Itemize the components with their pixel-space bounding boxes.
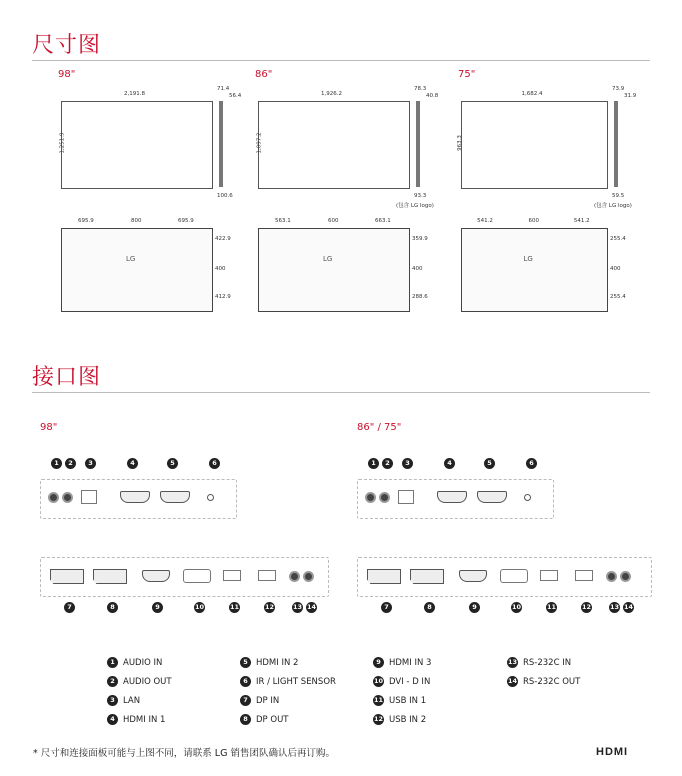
legend-number: 14 [507,677,518,685]
legend-number: 13 [507,658,518,666]
rear-view [258,228,410,312]
width-dimension: 1,926.2 [321,91,342,97]
side-view [614,101,618,187]
dimension-model-label: 86" [255,69,273,80]
usb-in-1-port[interactable] [223,570,241,581]
depth-top2: 31.9 [624,93,637,99]
legend-number: 5 [240,657,251,668]
rs232c-out-port[interactable] [620,571,631,582]
legend-number: 1 [107,657,118,668]
vesa-v2: 400 [412,266,423,272]
vesa-left: 541.2 [477,218,493,224]
port-number-2: 2 [382,458,393,469]
legend-item-9 [373,657,431,668]
ports-title: 接口图 [32,365,102,390]
front-view [61,101,213,189]
legend-item-14 [507,676,580,687]
vesa-v2: 400 [215,266,226,272]
legend-number: 8 [240,714,251,725]
height-dimension: 1,097.2 [256,132,263,154]
port-model-label-98: 98" [40,422,58,433]
depth-top: 78.3 [414,86,427,92]
depth-bottom: 100.6 [217,193,233,199]
port-number-6: 6 [526,458,537,469]
audio-in-port[interactable] [365,492,376,503]
port-number-7: 7 [64,602,75,613]
port-number-1: 1 [51,458,62,469]
dimension-model-label: 98" [58,69,76,80]
rear-view [61,228,213,312]
legend-label: AUDIO OUT [123,676,172,687]
depth-top2: 56.4 [229,93,242,99]
legend-label: HDMI IN 3 [389,657,432,668]
legend-label: AUDIO IN [123,657,163,668]
legend-number: 4 [107,714,118,725]
legend-item-1 [107,657,162,668]
dp-out-port[interactable] [93,569,127,584]
rear-view [461,228,608,312]
legend-number: 9 [373,657,384,668]
rs232c-out-port[interactable] [303,571,314,582]
port-number-3: 3 [402,458,413,469]
port-number-5: 5 [484,458,495,469]
port-number-14: 14 [623,603,634,611]
port-number-1: 1 [368,458,379,469]
hdmi-in-3-port[interactable] [142,570,170,582]
legend-label: RS-232C OUT [523,676,581,687]
width-dimension: 2,191.8 [124,91,145,97]
vesa-mid: 600 [328,218,339,224]
legend-label: DP IN [256,695,280,706]
port-number-13: 13 [292,603,303,611]
vesa-v2: 400 [610,266,621,272]
vesa-right: 541.2 [573,218,590,224]
rear-logo: LG [523,255,533,263]
dp-in-port[interactable] [50,569,84,584]
ir-sensor [207,494,214,501]
port-number-14: 14 [306,603,317,611]
vesa-right: 663.1 [375,218,391,224]
dimensions-title: 尺寸图 [32,33,102,58]
legend-number: 7 [240,695,251,706]
port-number-8: 8 [424,602,435,613]
hdmi-in-2-port[interactable] [477,491,507,503]
port-number-2: 2 [65,458,76,469]
depth-top: 73.9 [612,86,625,92]
side-view [219,101,223,187]
legend-label: HDMI IN 1 [123,714,166,725]
legend-number: 3 [107,695,118,706]
ir-sensor [524,494,531,501]
vesa-left: 695.9 [78,218,94,224]
dp-in-port[interactable] [367,569,401,584]
port-number-11: 11 [229,603,240,611]
legend-item-3 [107,695,140,706]
depth-bottom: 93.3 [414,193,427,199]
logo-note: (包含 LG logo) [594,203,632,209]
audio-out-port[interactable] [379,492,390,503]
height-dimension: 963.3 [456,135,463,151]
port-number-12: 12 [264,603,275,611]
legend-item-2 [107,676,172,687]
port-number-7: 7 [381,602,392,613]
rear-logo: LG [323,255,333,263]
legend-label: DVI - D IN [389,676,431,687]
legend-item-6 [240,676,336,687]
legend-item-13 [507,657,571,668]
legend-label: RS-232C IN [523,657,572,668]
legend-item-11 [373,695,426,706]
vesa-v3: 255.4 [610,294,626,300]
legend-number: 11 [373,696,384,704]
usb-in-1-port[interactable] [540,570,558,581]
logo-note: (包含 LG logo) [396,203,434,209]
dp-out-port[interactable] [410,569,444,584]
footnote: * 尺寸和连接面板可能与上图不同，请联系 LG 销售团队确认后再订购。 [33,748,335,759]
depth-top2: 40.8 [426,93,439,99]
legend-number: 10 [373,677,384,685]
vesa-v1: 255.4 [610,236,626,242]
lan-port[interactable] [398,490,414,504]
usb-in-2-port[interactable] [575,570,593,581]
depth-bottom: 59.5 [612,193,625,199]
port-number-13: 13 [609,603,620,611]
hdmi-in-1-port[interactable] [120,491,150,503]
divider [32,392,650,393]
legend-number: 6 [240,676,251,687]
hdmi-in-3-port[interactable] [459,570,487,582]
vesa-left: 563.1 [275,218,291,224]
port-number-9: 9 [469,602,480,613]
vesa-v3: 288.6 [412,294,428,300]
height-dimension: 1,251.9 [59,132,66,154]
port-number-6: 6 [209,458,220,469]
port-number-4: 4 [444,458,455,469]
legend-label: DP OUT [256,714,289,725]
legend-label: HDMI IN 2 [256,657,299,668]
port-number-9: 9 [152,602,163,613]
port-model-label-86-75: 86" / 75" [357,422,402,433]
vesa-mid: 800 [131,218,142,224]
port-number-8: 8 [107,602,118,613]
vesa-right: 695.9 [178,218,194,224]
dvi-d-in-port[interactable] [500,569,528,583]
lan-port[interactable] [81,490,97,504]
port-number-11: 11 [546,603,557,611]
width-dimension: 1,682.4 [521,91,543,97]
vesa-mid: 600 [528,218,539,224]
port-number-12: 12 [581,603,592,611]
usb-in-2-port[interactable] [258,570,276,581]
front-view [258,101,410,189]
dimension-model-label: 75" [458,69,476,80]
port-number-10: 10 [511,603,522,611]
port-number-4: 4 [127,458,138,469]
audio-out-port[interactable] [62,492,73,503]
vesa-v1: 359.9 [412,236,428,242]
legend-item-12 [373,714,426,725]
legend-item-4 [107,714,165,725]
front-view [461,101,608,189]
depth-top: 71.4 [217,86,230,92]
side-view [416,101,420,187]
legend-item-7 [240,695,279,706]
vesa-v3: 412.9 [215,294,231,300]
hdmi-logo: HDMI [596,746,629,758]
legend-label: USB IN 2 [389,714,427,725]
legend-item-8 [240,714,288,725]
legend-label: LAN [123,695,141,706]
rear-logo: LG [126,255,136,263]
legend-number: 2 [107,676,118,687]
legend-label: IR / LIGHT SENSOR [256,676,336,687]
hdmi-in-2-port[interactable] [160,491,190,503]
legend-item-5 [240,657,298,668]
port-number-3: 3 [85,458,96,469]
audio-in-port[interactable] [48,492,59,503]
divider [32,60,650,61]
dvi-d-in-port[interactable] [183,569,211,583]
legend-number: 12 [373,715,384,723]
port-number-10: 10 [194,603,205,611]
rs232c-in-port[interactable] [289,571,300,582]
port-number-5: 5 [167,458,178,469]
hdmi-in-1-port[interactable] [437,491,467,503]
legend-label: USB IN 1 [389,695,427,706]
rs232c-in-port[interactable] [606,571,617,582]
legend-item-10 [373,676,430,687]
vesa-v1: 422.9 [215,236,231,242]
